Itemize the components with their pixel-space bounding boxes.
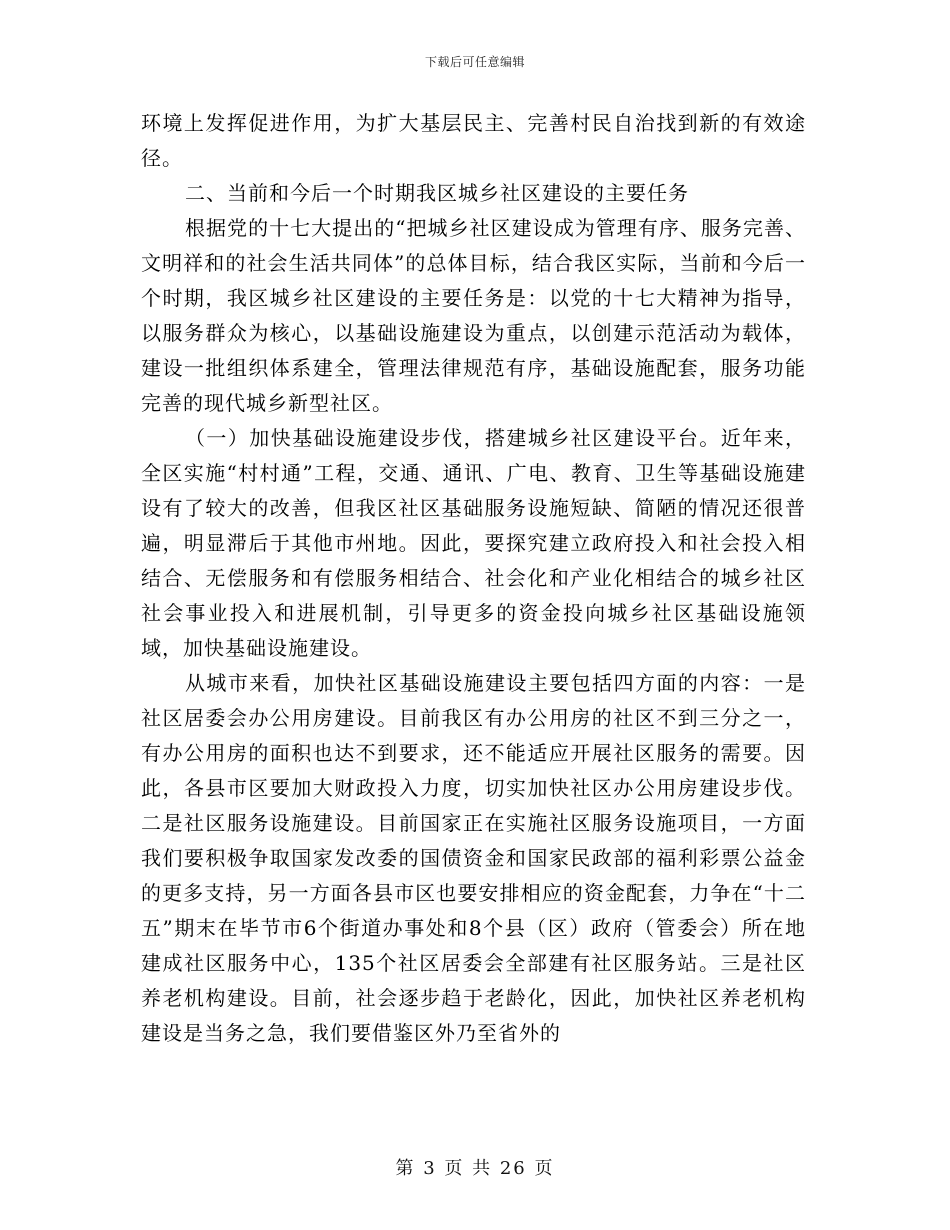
page-header: 下载后可任意编辑 bbox=[424, 55, 525, 69]
paragraph-3: （一）加快基础设施建设步伐，搭建城乡社区建设平台。近年来，全区实施“村村通”工程，交通、通讯、广电、教育、卫生等基础设施建设有了较大的改善，但我区社区基础服务设施短缺、简陋的情况还很普遍，明显滞后于其他市州地。因此，要探究建立政府投入和社会投入相结合、无偿服务和有偿服务相结合、社会化和产业化相结合的城乡社区社会事业投入和进展机制，引导更多的资金投向城乡社区基础设施领域，加快基础设施建设。 bbox=[141, 426, 806, 660]
page-number-footer: 第 3 页 共 26 页 bbox=[395, 1158, 555, 1179]
document-body bbox=[141, 106, 806, 1051]
paragraph-2: 根据党的十七大提出的“把城乡社区建设成为管理有序、服务完善、文明祥和的社会生活共同体”的总体目标，结合我区实际，当前和今后一个时期，我区城乡社区建设的主要任务是：以党的十七大精神为指导，以服务群众为核心，以基础设施建设为重点，以创建示范活动为载体，建设一批组织体系建全，管理法律规范有序，基础设施配套，服务功能完善的现代城乡新型社区。 bbox=[141, 216, 806, 415]
paragraph-4: 从城市来看，加快社区基础设施建设主要包括四方面的内容：一是社区居委会办公用房建设。目前我区有办公用房的社区不到三分之一，有办公用房的面积也达不到要求，还不能适应开展社区服务的需要。因此，各县市区要加大财政投入力度，切实加快社区办公用房建设步伐。二是社区服务设施建设。目前国家正在实施社区服务设施项目，一方面我们要积极争取国家发改委的国债资金和国家民政部的福利彩票公益金的更多支持，另一方面各县市区也要安排相应的资金配套，力争在“十二五”期末在毕节市6个街道办事处和8个县（区）政府（管委会）所在地建成社区服务中心，135个社区居委会全部建有社区服务站。三是社区养老机构建设。目前，社会逐步趋于老龄化，因此，加快社区养老机构建设是当务之急，我们要借鉴区外乃至省外的 bbox=[141, 671, 806, 1045]
paragraph-1: 环境上发挥促进作用，为扩大基层民主、完善村民自治找到新的有效途径。 bbox=[141, 111, 806, 170]
section-heading: 二、当前和今后一个时期我区城乡社区建设的主要任务 bbox=[185, 181, 689, 205]
